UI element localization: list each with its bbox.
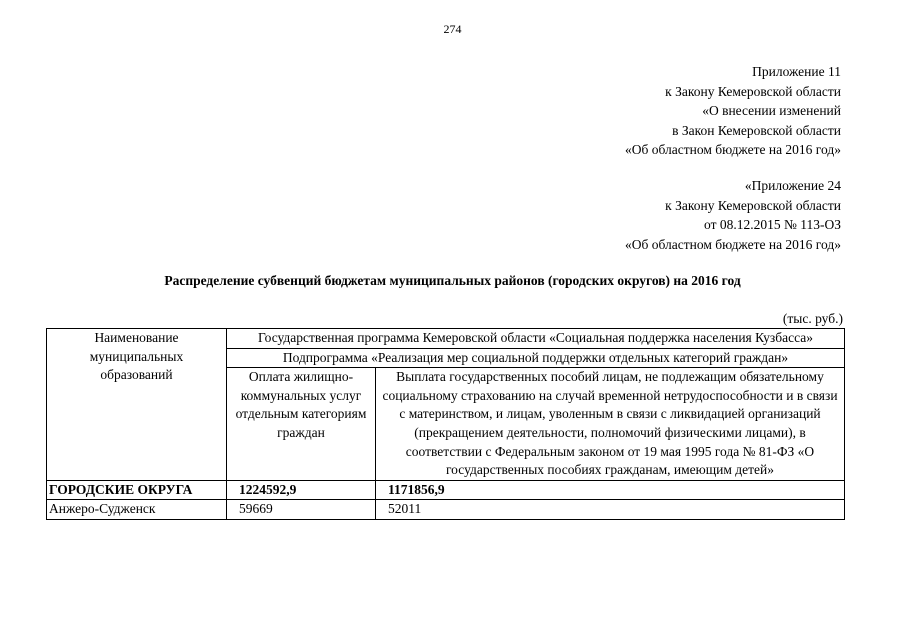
subvention-table [46,328,845,520]
row-value-a: 59669 [227,500,376,520]
row-value-b: 1171856,9 [376,480,845,500]
row-value-a: 1224592,9 [227,480,376,500]
header-housing-payment: Оплата жилищно-коммунальных услуг отдельным категориям граждан [227,368,376,481]
appendix-line: «Об областном бюджете на 2016 год» [625,236,841,252]
header-benefit-payment: Выплата государственных пособий лицам, не подлежащим обязательному социальному страхованию на случай временной нетрудоспособности и в связи с материнством, и лицам, уволенным в связи с ликвидацией организаций (прекращением деятельности, полномочий физическими лицами), в соответствии с Федеральным законом от 19 мая 1995 года № 81-ФЗ «О государственных пособиях гражданам, имеющим детей» [376,368,845,481]
appendix-line: «Об областном бюджете на 2016 год» [625,142,841,157]
table-row [47,500,845,520]
appendix-11-heading [625,62,841,160]
appendix-line: к Закону Кемеровской области [665,83,841,99]
appendix-line: к Закону Кемеровской области [665,197,841,213]
appendix-line: «Приложение 24 [744,178,841,193]
header-program: Государственная программа Кемеровской области «Социальная поддержка населения Кузбасса» [227,329,845,349]
appendix-line: Приложение 11 [752,64,841,79]
row-name: ГОРОДСКИЕ ОКРУГА [47,480,227,500]
header-subprogram: Подпрограмма «Реализация мер социальной поддержки отдельных категорий граждан» [227,348,845,368]
document-title: Распределение субвенций бюджетам муниципальных районов (городских округов) на 2016 год [164,273,741,288]
page-number: 274 [443,22,462,36]
table-row [47,480,845,500]
row-value-b: 52011 [376,500,845,520]
row-name: Анжеро-Судженск [47,500,227,520]
appendix-line: «О внесении изменений [702,103,841,118]
table-header-row [47,329,845,349]
appendix-24-heading [625,176,841,254]
unit-note: (тыс. руб.) [782,311,843,326]
header-municipality: Наименование муниципальных образований [47,329,227,481]
appendix-line: от 08.12.2015 № 113-ОЗ [704,217,841,232]
appendix-line: в Закон Кемеровской области [672,122,841,138]
